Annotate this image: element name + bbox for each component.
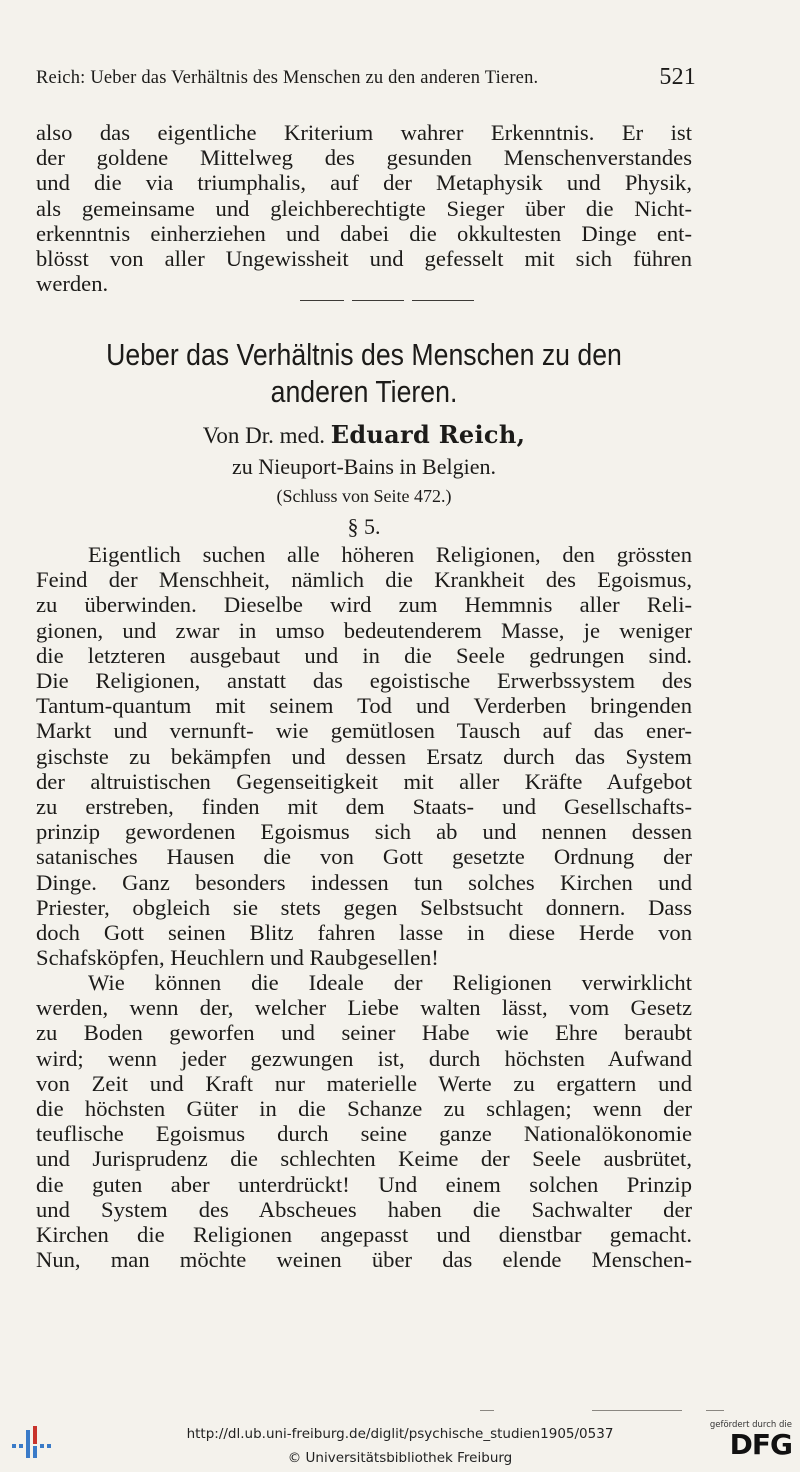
article-title-line: anderen Tieren. xyxy=(270,374,458,409)
text-line: Die Religionen, anstatt das egoistische Erwerbssystem des xyxy=(36,668,692,694)
footer-rule xyxy=(480,1410,494,1411)
running-head xyxy=(36,64,696,90)
text-line: wird; wenn jeder gezwungen ist, durch höchsten Aufwand xyxy=(36,1045,692,1071)
footer-rule xyxy=(592,1410,682,1411)
text-line: gischste zu bekämpfen und dessen Ersatz durch das System xyxy=(36,743,692,769)
text-line: Nun, man möchte weinen über das elende Menschen- xyxy=(36,1247,692,1273)
text-line: Kirchen die Religionen angepasst und dienstbar gemacht. xyxy=(36,1222,692,1248)
text-line: Feind der Menschheit, nämlich die Krankheit des Egoismus, xyxy=(36,567,692,593)
text-line: Wie können die Ideale der Religionen verwirklicht xyxy=(88,970,692,995)
text-line: Dinge. Ganz besonders indessen tun solches Kirchen und xyxy=(36,869,692,895)
text-line: erkenntnis einherziehen und dabei die okkultesten Dinge ent- xyxy=(36,220,692,246)
text-line: die höchsten Güter in die Schanze zu schlagen; wenn der xyxy=(36,1096,692,1122)
text-line: blösst von aller Ungewissheit und gefesselt mit sich führen xyxy=(36,246,692,272)
text-line: Schafsköpfen, Heuchlern und Raubgesellen! xyxy=(36,945,439,971)
text-line: Eigentlich suchen alle höheren Religionen, den grössten xyxy=(88,542,692,567)
text-line: und System des Abscheues haben die Sachwalter der xyxy=(36,1196,692,1222)
separator-rule xyxy=(412,300,474,301)
text-line: prinzip gewordenen Egoismus sich ab und nennen dessen xyxy=(36,819,692,845)
text-line: Tantum-quantum mit seinem Tod und Verderben bringenden xyxy=(36,693,692,719)
byline-prefix: Von Dr. med. xyxy=(202,423,325,448)
separator-rule xyxy=(300,300,344,301)
text-line: doch Gott seinen Blitz fahren lasse in diese Herde von xyxy=(36,920,692,946)
separator-rule xyxy=(352,300,404,301)
text-line: und die via triumphalis, auf der Metaphysik und Physik, xyxy=(36,170,692,196)
text-line: und Jurisprudenz die schlechten Keime der Seele ausbrütet, xyxy=(36,1146,692,1172)
text-line: zu Boden geworfen und seiner Habe wie Ehre beraubt xyxy=(36,1020,692,1046)
paragraph-2 xyxy=(36,970,692,1272)
text-line: zu überwinden. Dieselbe wird zum Hemmnis aller Reli- xyxy=(36,592,692,618)
text-line: Priester, obgleich sie stets gegen Selbstsucht donnern. Dass xyxy=(36,894,692,920)
text-line: die letzteren ausgebaut und in die Seele gedrungen sind. xyxy=(36,642,692,668)
continuation-note: (Schluss von Seite 472.) xyxy=(276,486,452,506)
text-line: von Zeit und Kraft nur materielle Werte zu ergattern und xyxy=(36,1070,692,1096)
text-line: gionen, und zwar in umso bedeutenderem Masse, je weniger xyxy=(36,617,692,643)
text-line: Markt und vernunft- wie gemütlosen Tausch auf das ener- xyxy=(36,718,692,744)
paragraph-1 xyxy=(36,542,692,970)
byline xyxy=(36,420,692,449)
text-line: werden, wenn der, welcher Liebe walten lässt, vom Gesetz xyxy=(36,995,692,1021)
dfg-logo-icon xyxy=(704,1420,792,1464)
running-head-text: Reich: Ueber das Verhältnis des Menschen zu den anderen Tieren. xyxy=(36,68,539,88)
text-line: werden. xyxy=(36,271,109,297)
text-line: also das eigentliche Kriterium wahrer Erkenntnis. Er ist xyxy=(36,120,692,145)
article-title xyxy=(82,336,646,410)
author-location: zu Nieuport-Bains in Belgien. xyxy=(232,454,496,479)
author-name: Eduard Reich, xyxy=(330,420,526,449)
text-line: als gemeinsame und gleichberechtigte Sieger über die Nicht- xyxy=(36,195,692,221)
intro-paragraph xyxy=(36,120,692,296)
text-line: die guten aber unterdrückt! Und einem solchen Prinzip xyxy=(36,1171,692,1197)
text-line: zu erstreben, finden mit dem Staats- und Gesellschafts- xyxy=(36,794,692,820)
text-line: der altruistischen Gegenseitigkeit mit aller Kräfte Aufgebot xyxy=(36,768,692,794)
text-line: der goldene Mittelweg des gesunden Menschenverstandes xyxy=(36,145,692,171)
copyright-notice: © Universitätsbibliothek Freiburg xyxy=(287,1450,513,1466)
page-number: 521 xyxy=(659,64,696,90)
section-heading: § 5. xyxy=(347,514,381,539)
footer-rule xyxy=(706,1410,724,1411)
funder-note: gefördert durch die xyxy=(709,1420,792,1430)
funder-logo-text: DFG xyxy=(729,1428,792,1461)
source-url[interactable]: http://dl.ub.uni-freiburg.de/diglit/psychische_studien1905/0537 xyxy=(186,1426,614,1442)
text-line: satanisches Hausen die von Gott gesetzte Ordnung der xyxy=(36,844,692,870)
article-title-line: Ueber das Verhältnis des Menschen zu den xyxy=(106,337,622,372)
text-line: teuflische Egoismus durch seine ganze Nationalökonomie xyxy=(36,1121,692,1147)
